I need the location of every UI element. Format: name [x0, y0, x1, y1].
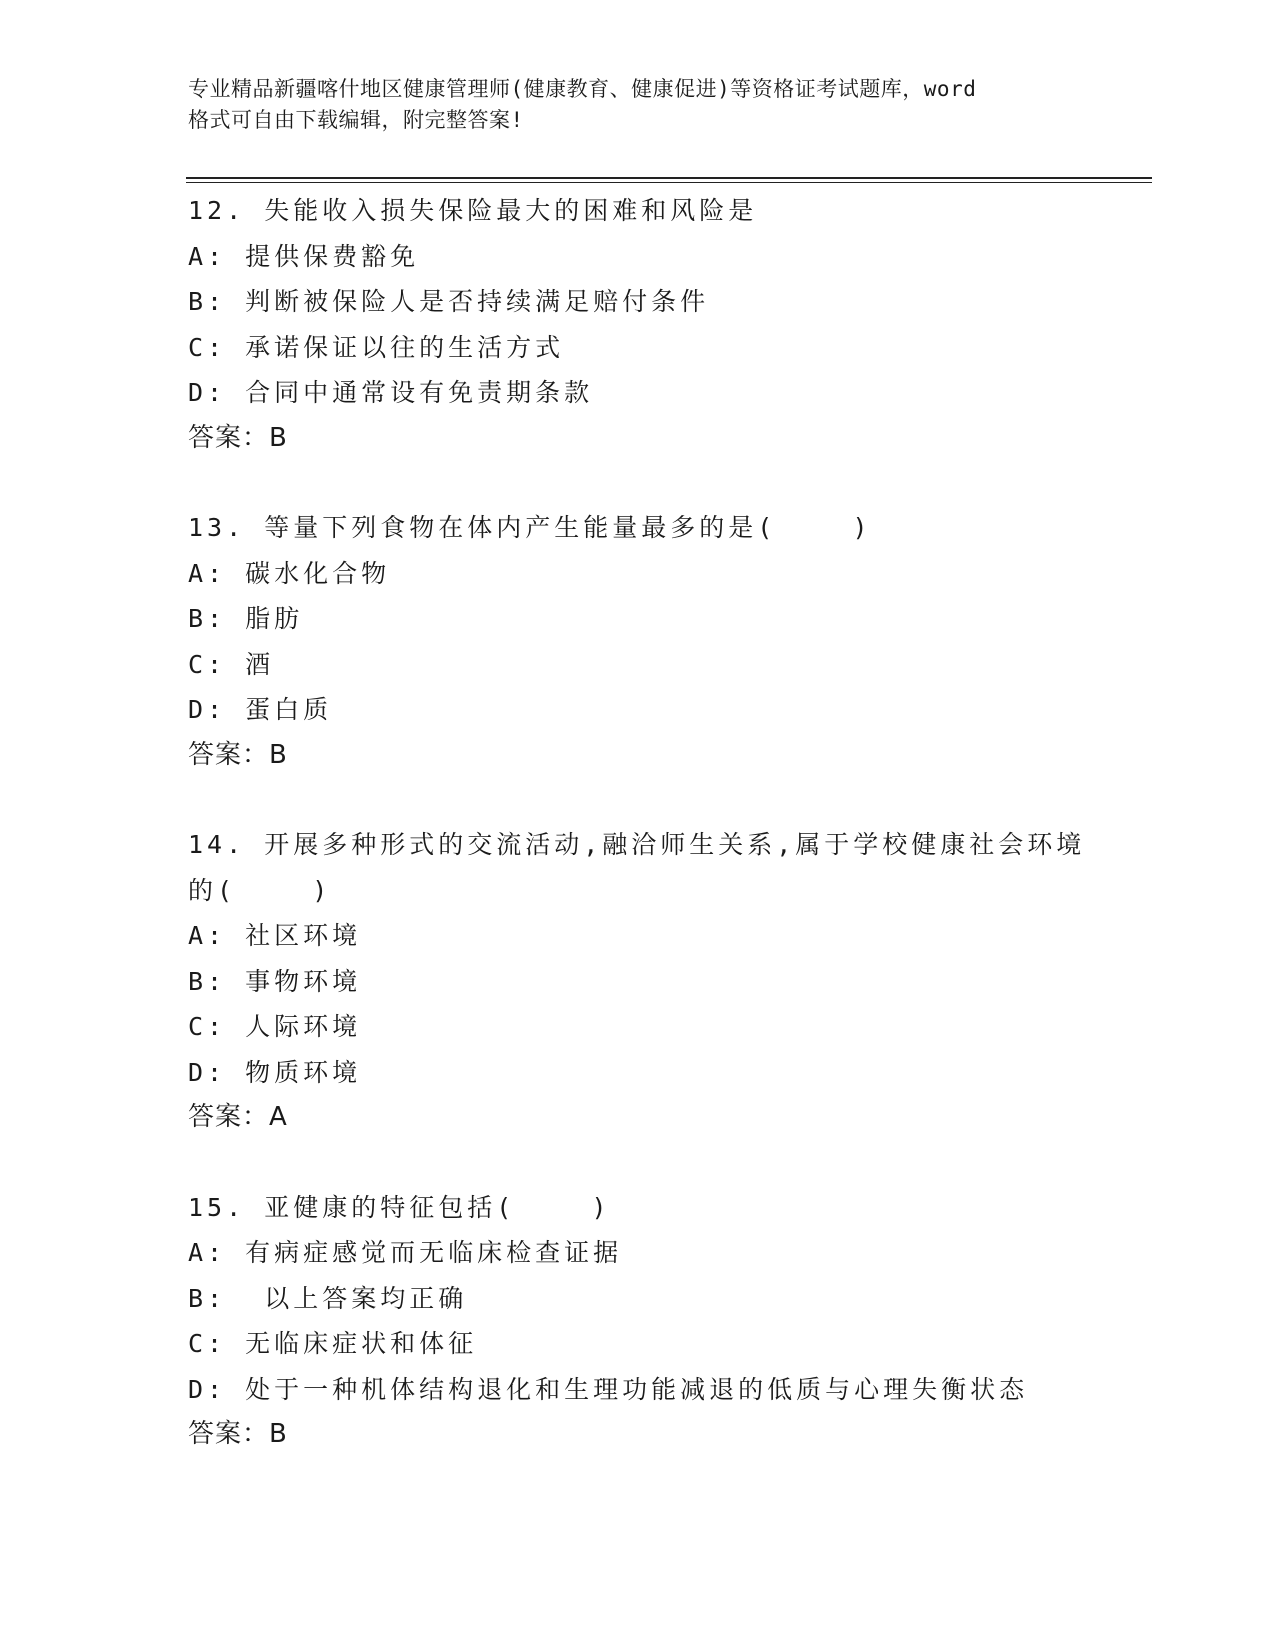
option-c: C: 人际环境 — [188, 1012, 362, 1041]
option-c: C: 酒 — [188, 649, 275, 679]
question-stem: 14. 开展多种形式的交流活动,融洽师生关系,属于学校健康社会环境的( ) — [188, 830, 1086, 905]
option-d: D: 处于一种机体结构退化和生理功能减退的低质与心理失衡状态 — [188, 1374, 1029, 1404]
option-a: A: 碳水化合物 — [188, 558, 391, 588]
option-a: A: 社区环境 — [188, 921, 362, 950]
header-line-1: 专业精品新疆喀什地区健康管理师(健康教育、健康促进)等资格证考试题库，word — [188, 77, 977, 101]
option-c: C: 承诺保证以往的生活方式 — [188, 332, 565, 362]
option-a: A: 有病症感觉而无临床检查证据 — [188, 1238, 623, 1267]
header-divider-thin — [186, 182, 1152, 183]
option-d: D: 蛋白质 — [188, 695, 333, 724]
document-header — [188, 74, 1088, 136]
question-list — [188, 188, 1088, 1502]
question-13 — [188, 505, 1088, 778]
option-b: B: 判断被保险人是否持续满足赔付条件 — [188, 287, 710, 316]
question-14 — [188, 822, 1088, 1141]
question-12 — [188, 188, 1088, 461]
answer: 答案：A — [188, 1102, 288, 1132]
option-d: D: 物质环境 — [188, 1057, 362, 1087]
option-b: B: 事物环境 — [188, 966, 362, 996]
header-divider-thick — [186, 177, 1152, 179]
question-stem: 12. 失能收入损失保险最大的困难和风险是 — [188, 196, 758, 225]
question-stem: 15. 亚健康的特征包括( ) — [188, 1192, 611, 1222]
question-15 — [188, 1185, 1088, 1458]
header-line-2: 格式可自由下载编辑，附完整答案! — [188, 108, 524, 132]
answer: 答案：B — [188, 739, 288, 770]
option-b: B: 以上答案均正确 — [188, 1283, 468, 1313]
question-stem: 13. 等量下列食物在体内产生能量最多的是( ) — [188, 513, 872, 542]
answer: 答案：B — [188, 422, 288, 453]
option-d: D: 合同中通常设有免责期条款 — [188, 378, 594, 407]
answer: 答案：B — [188, 1419, 288, 1449]
option-c: C: 无临床症状和体征 — [188, 1329, 478, 1358]
option-b: B: 脂肪 — [188, 604, 304, 633]
option-a: A: 提供保费豁免 — [188, 241, 420, 271]
